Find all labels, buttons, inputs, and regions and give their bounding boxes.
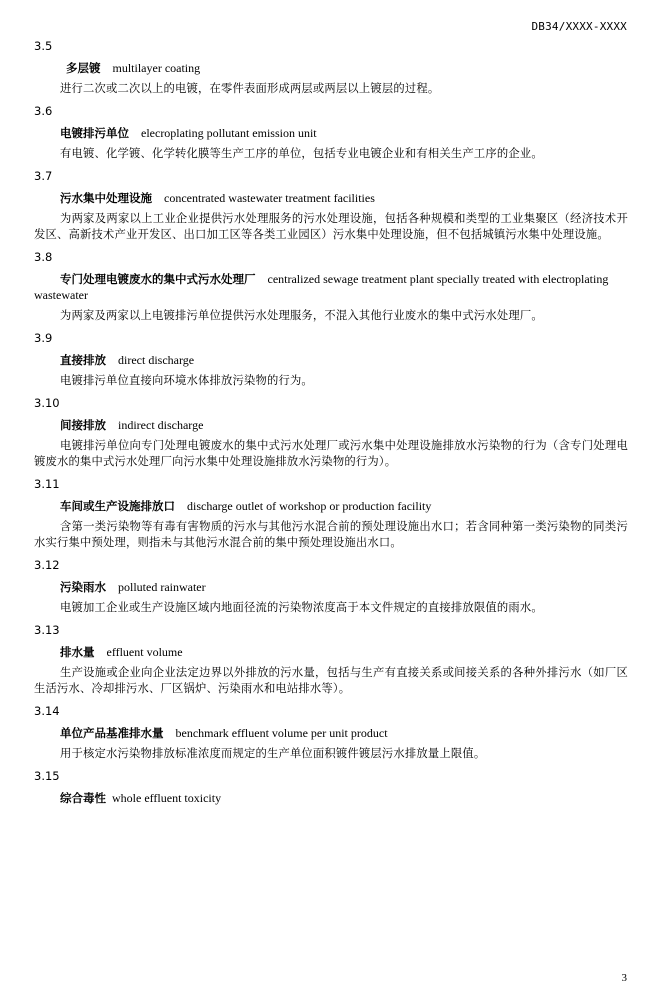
term-number: 3.8 <box>34 250 53 264</box>
term-number: 3.15 <box>34 769 60 783</box>
term-definition: 电镀加工企业或生产设施区域内地面径流的污染物浓度高于本文件规定的直接排放限值的雨水。 <box>60 601 543 614</box>
term-definition: 含第一类污染物等有毒有害物质的污水与其他污水混合前的预处理设施出水口；若含同种第一类污染物的同类污水实行集中预处理，则指未与其他污水混合前的集中预处理设施出水口。 <box>34 520 628 549</box>
term-chinese: 单位产品基准排水量 <box>60 726 164 740</box>
term-3-15 <box>34 768 628 806</box>
term-heading <box>34 60 628 76</box>
term-heading <box>34 498 628 514</box>
term-english: centralized sewage treatment plant specially treated with electroplating wastewater <box>34 272 609 302</box>
term-number: 3.7 <box>34 169 53 183</box>
term-heading <box>34 417 628 433</box>
document-code: DB34/XXXX-XXXX <box>531 20 627 33</box>
term-chinese: 专门处理电镀废水的集中式污水处理厂 <box>60 272 256 286</box>
term-chinese: 污水集中处理设施 <box>60 191 152 205</box>
term-chinese: 电镀排污单位 <box>60 126 129 140</box>
term-definition: 生产设施或企业向企业法定边界以外排放的污水量，包括与生产有直接关系或间接关系的各种外排污水（如厂区生活污水、冷却排污水、厂区锅炉、污染雨水和电站排水等）。 <box>34 666 628 695</box>
term-english: discharge outlet of workshop or production facility <box>187 499 432 513</box>
term-english: benchmark effluent volume per unit product <box>175 726 388 740</box>
term-definition: 进行二次或二次以上的电镀，在零件表面形成两层或两层以上镀层的过程。 <box>60 82 440 95</box>
term-3-8 <box>34 249 628 324</box>
term-heading <box>34 790 628 806</box>
term-english: whole effluent toxicity <box>112 791 222 805</box>
term-chinese: 直接排放 <box>60 353 106 367</box>
term-english: indirect discharge <box>118 418 204 432</box>
term-number: 3.6 <box>34 104 53 118</box>
term-chinese: 多层镀 <box>66 61 101 75</box>
term-3-5 <box>34 38 628 97</box>
term-definition: 电镀排污单位向专门处理电镀废水的集中式污水处理厂或污水集中处理设施排放水污染物的行为（含专门处理电镀废水的集中式污水处理厂向污水集中处理设施排放水污染物的行为）。 <box>34 439 628 468</box>
term-heading <box>34 190 628 206</box>
term-heading <box>34 644 628 660</box>
term-number: 3.11 <box>34 477 60 491</box>
term-3-12 <box>34 557 628 616</box>
term-3-7 <box>34 168 628 243</box>
term-number: 3.10 <box>34 396 60 410</box>
term-3-6 <box>34 103 628 162</box>
term-chinese: 污染雨水 <box>60 580 106 594</box>
term-english: direct discharge <box>118 353 195 367</box>
terms-section <box>34 38 628 811</box>
term-number: 3.9 <box>34 331 53 345</box>
term-number: 3.14 <box>34 704 60 718</box>
term-number: 3.12 <box>34 558 60 572</box>
term-heading <box>34 579 628 595</box>
term-english: elecroplating pollutant emission unit <box>141 126 317 140</box>
term-chinese: 排水量 <box>60 645 95 659</box>
term-3-9 <box>34 330 628 389</box>
term-number: 3.5 <box>34 39 53 53</box>
term-definition: 为两家及两家以上工业企业提供污水处理服务的污水处理设施，包括各种规模和类型的工业集聚区（经济技术开发区、高新技术产业开发区、出口加工区等各类工业园区）污水集中处理设施，但不包括城镇污水集中处理设施。 <box>34 212 628 241</box>
term-english: effluent volume <box>106 645 183 659</box>
term-english: multilayer coating <box>112 61 201 75</box>
term-heading <box>34 125 628 141</box>
term-3-10 <box>34 395 628 470</box>
term-heading <box>34 725 628 741</box>
term-3-13 <box>34 622 628 697</box>
term-heading <box>34 352 628 368</box>
term-english: polluted rainwater <box>118 580 206 594</box>
term-3-11 <box>34 476 628 551</box>
term-definition: 电镀排污单位直接向环境水体排放污染物的行为。 <box>60 374 313 387</box>
term-chinese: 间接排放 <box>60 418 106 432</box>
term-heading <box>34 271 628 303</box>
term-definition: 有电镀、化学镀、化学转化膜等生产工序的单位，包括专业电镀企业和有相关生产工序的企业。 <box>60 147 543 160</box>
term-number: 3.13 <box>34 623 60 637</box>
term-english: concentrated wastewater treatment facilities <box>164 191 375 205</box>
term-3-14 <box>34 703 628 762</box>
term-chinese: 车间或生产设施排放口 <box>60 499 175 513</box>
term-chinese: 综合毒性 <box>60 791 106 805</box>
term-definition: 为两家及两家以上电镀排污单位提供污水处理服务，不混入其他行业废水的集中式污水处理厂。 <box>60 309 543 322</box>
term-definition: 用于核定水污染物排放标准浓度而规定的生产单位面积镀件镀层污水排放量上限值。 <box>60 747 486 760</box>
page-number: 3 <box>621 972 627 984</box>
